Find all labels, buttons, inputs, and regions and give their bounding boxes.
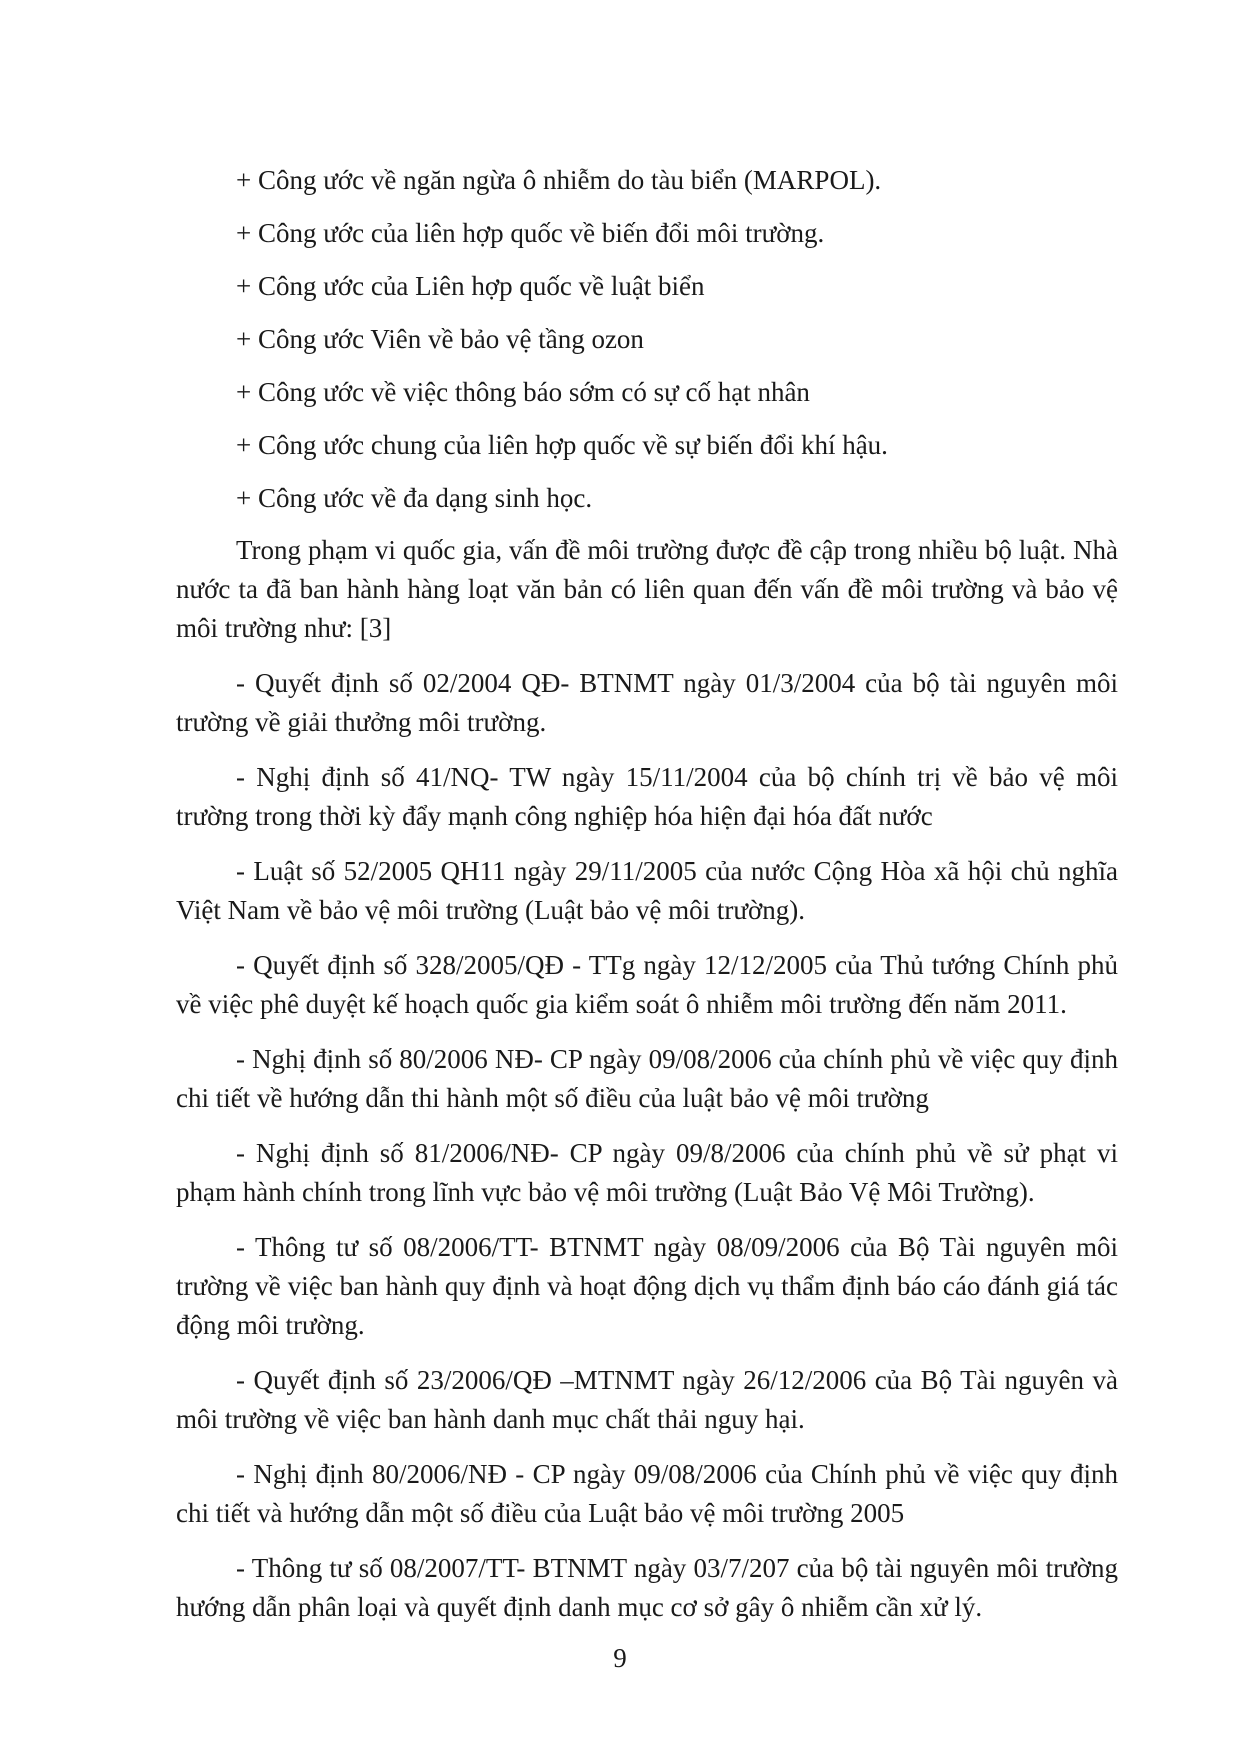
document-page [176,160,1118,1720]
legal-document-item: - Nghị định số 81/2006/NĐ- CP ngày 09/8/2006 của chính phủ về sử phạt vi phạm hành chính trong lĩnh vực bảo vệ môi trường (Luật Bảo Vệ Môi Trường). [176,1138,1118,1207]
page-number: 9 [613,1643,627,1673]
legal-document-item: - Quyết định số 23/2006/QĐ –MTNMT ngày 26/12/2006 của Bộ Tài nguyên và môi trường về việc ban hành danh mục chất thải nguy hại. [176,1365,1118,1434]
convention-item: + Công ước về đa dạng sinh học. [236,483,593,513]
legal-document-list [176,664,1118,1627]
legal-document-item: - Quyết định số 02/2004 QĐ- BTNMT ngày 01/3/2004 của bộ tài nguyên môi trường về giải thưởng môi trường. [176,668,1118,737]
convention-list [176,160,1118,518]
convention-item: + Công ước về ngăn ngừa ô nhiễm do tàu biển (MARPOL). [236,165,882,195]
legal-document-item: - Thông tư số 08/2007/TT- BTNMT ngày 03/7/207 của bộ tài nguyên môi trường hướng dẫn phân loại và quyết định danh mục cơ sở gây ô nhiễm cần xử lý. [176,1553,1118,1622]
legal-document-item: - Quyết định số 328/2005/QĐ - TTg ngày 12/12/2005 của Thủ tướng Chính phủ về việc phê duyệt kế hoạch quốc gia kiểm soát ô nhiễm môi trường đến năm 2011. [176,950,1118,1019]
legal-document-item: - Nghị định số 41/NQ- TW ngày 15/11/2004 của bộ chính trị về bảo vệ môi trường trong thời kỳ đẩy mạnh công nghiệp hóa hiện đại hóa đất nước [176,762,1118,831]
legal-document-item: - Thông tư số 08/2006/TT- BTNMT ngày 08/09/2006 của Bộ Tài nguyên môi trường về việc ban hành quy định và hoạt động dịch vụ thẩm định báo cáo đánh giá tác động môi trường. [176,1232,1118,1340]
legal-document-item: - Luật số 52/2005 QH11 ngày 29/11/2005 của nước Cộng Hòa xã hội chủ nghĩa Việt Nam về bảo vệ môi trường (Luật bảo vệ môi trường). [176,856,1118,925]
legal-document-item: - Nghị định số 80/2006 NĐ- CP ngày 09/08/2006 của chính phủ về việc quy định chi tiết về hướng dẫn thi hành một số điều của luật bảo vệ môi trường [176,1044,1118,1113]
convention-item: + Công ước về việc thông báo sớm có sự cố hạt nhân [236,377,810,407]
convention-item: + Công ước của Liên hợp quốc về luật biển [236,271,705,301]
legal-document-item: - Nghị định 80/2006/NĐ - CP ngày 09/08/2006 của Chính phủ về việc quy định chi tiết và hướng dẫn một số điều của Luật bảo vệ môi trường 2005 [176,1459,1118,1528]
intro-paragraph: Trong phạm vi quốc gia, vấn đề môi trường được đề cập trong nhiều bộ luật. Nhà nước ta đã ban hành hàng loạt văn bản có liên quan đến vấn đề môi trường và bảo vệ môi trường như: [3] [176,535,1118,643]
convention-item: + Công ước Viên về bảo vệ tầng ozon [236,324,644,354]
convention-item: + Công ước chung của liên hợp quốc về sự biến đổi khí hậu. [236,430,888,460]
convention-item: + Công ước của liên hợp quốc về biến đổi môi trường. [236,218,825,248]
